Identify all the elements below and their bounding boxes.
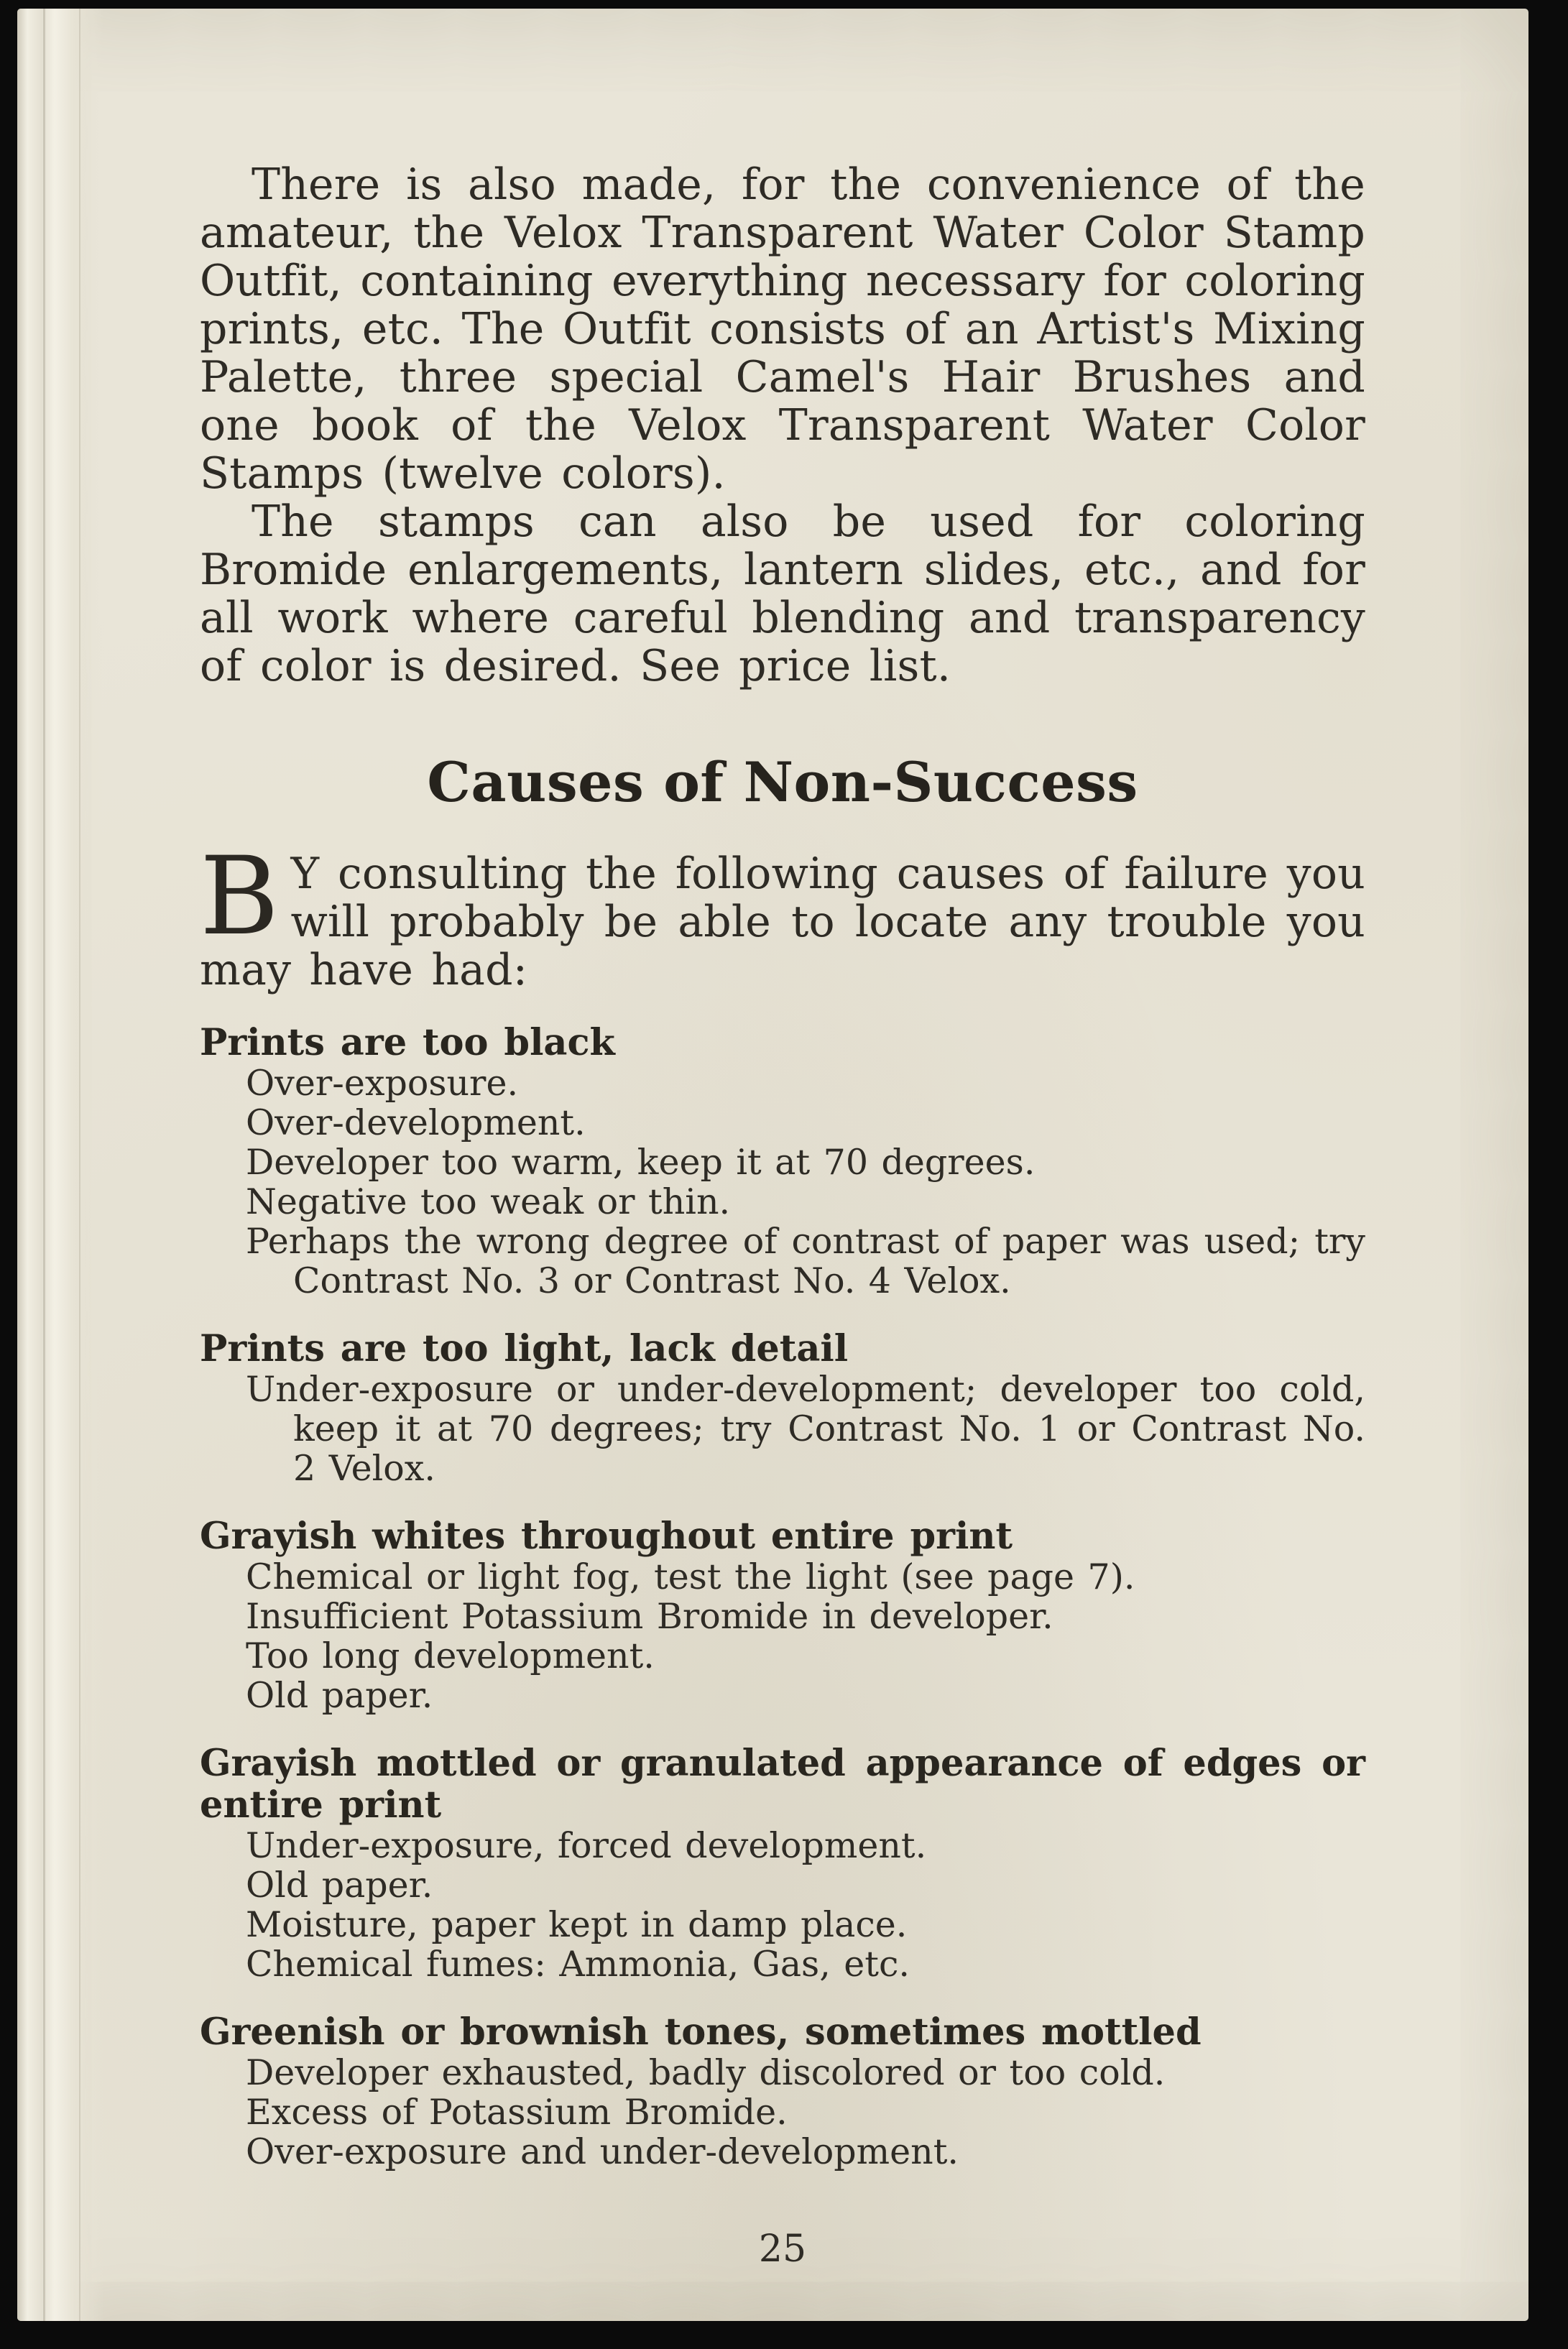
cause-item: Over-exposure. (246, 1063, 519, 1104)
cause-block-greenish-brownish (200, 2011, 1365, 2172)
cause-item: Moisture, paper kept in damp place. (246, 1904, 908, 1945)
section-title: Causes of Non-Success (427, 750, 1138, 814)
cause-heading: Greenish or brownish tones, sometimes mottled (200, 2011, 1202, 2054)
cause-item: Under-exposure, forced development. (246, 1825, 927, 1866)
dropcap-letter: B (200, 834, 280, 959)
cause-heading: Prints are too light, lack detail (200, 1327, 849, 1370)
page-number: 25 (758, 2228, 807, 2271)
cause-item: Insufficient Potassium Bromide in developer. (246, 1596, 1053, 1637)
cause-heading: Grayish mottled or granulated appearance of edges or entire print (200, 1742, 1365, 1827)
cause-item: Old paper. (246, 1865, 433, 1906)
cause-item: Over-development. (246, 1102, 586, 1143)
intro-paragraph-2: The stamps can also be used for coloring Bromide enlargements, lantern slides, etc., and for all work where careful blending and transparency of color is desired. See price list. (200, 497, 1365, 691)
lead-paragraph (200, 834, 1365, 995)
cause-block-grayish-mottled (200, 1743, 1365, 1984)
cause-block-prints-too-light (200, 1328, 1365, 1488)
cause-item: Excess of Potassium Bromide. (246, 2092, 788, 2133)
lead-text: Y consulting the following causes of failure you will probably be able to locate any trouble you may have had: (200, 849, 1365, 995)
cause-item: Chemical fumes: Ammonia, Gas, etc. (246, 1944, 910, 1985)
cause-heading: Grayish whites throughout entire print (200, 1515, 1013, 1558)
page-spine-shadow (17, 9, 103, 2321)
cause-item: Too long development. (246, 1635, 655, 1676)
intro-paragraph-1: There is also made, for the convenience of the amateur, the Velox Transparent Water Color Stamp Outfit, containing everything necessary for coloring prints, etc. The Outfit consists of an Artist's Mixing Palette, three special Camel's Hair Brushes and one book of the Velox Transparent Water Color Stamps (twelve colors). (200, 160, 1365, 499)
cause-item: Old paper. (246, 1675, 433, 1716)
cause-block-grayish-whites (200, 1515, 1365, 1715)
book-page (17, 9, 1528, 2321)
cause-item: Perhaps the wrong degree of contrast of paper was used; try Contrast No. 3 or Contrast No. 4 Velox. (246, 1221, 1365, 1301)
cause-block-prints-too-black (200, 1022, 1365, 1301)
cause-item: Developer too warm, keep it at 70 degrees. (246, 1142, 1036, 1183)
cause-item: Over-exposure and under-development. (246, 2131, 959, 2172)
page-content (200, 161, 1365, 2271)
cause-heading: Prints are too black (200, 1021, 615, 1064)
cause-item: Chemical or light fog, test the light (see page 7). (246, 1556, 1135, 1597)
cause-item: Under-exposure or under-development; developer too cold, keep it at 70 degrees; try Contrast No. 1 or Contrast No. 2 Velox. (246, 1369, 1365, 1489)
cause-item: Negative too weak or thin. (246, 1181, 731, 1222)
cause-item: Developer exhausted, badly discolored or too cold. (246, 2052, 1166, 2093)
